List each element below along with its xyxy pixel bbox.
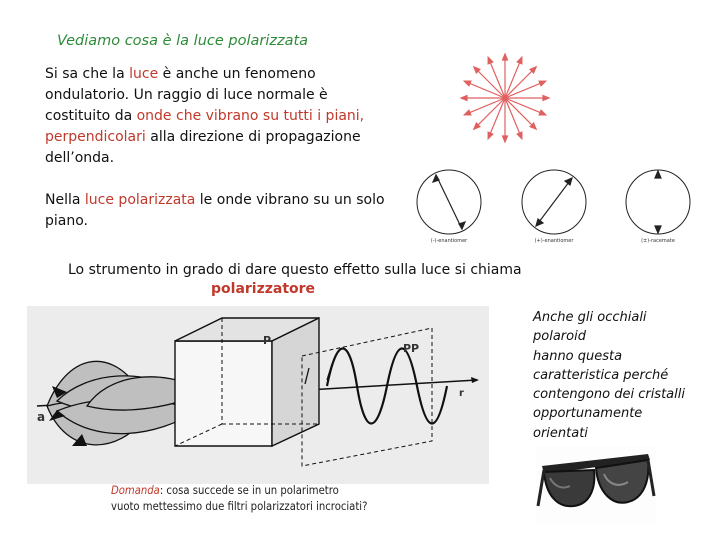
note-line-3: hanno questa [533,348,623,364]
paragraph-instrument: Lo strumento in grado di dare questo effetto sulla luce si chiama [68,262,522,278]
p1-luce: luce [129,66,159,82]
polarizzatore-term: polarizzatore [211,281,316,297]
caption-racemate: (±)-racemate [641,238,675,244]
ray-arrowhead [543,96,549,101]
note-line-4: caratteristica perché [533,367,669,383]
p2-luce-polarizzata: luce polarizzata [84,192,196,208]
circle-racemate [626,170,690,234]
p1-text-c: alla direzione di propagazione dell’onda. [45,129,361,166]
note-line-1: Anche gli occhiali [533,310,647,325]
unpolarized-light-star [455,48,555,148]
polaroid-note [533,308,713,443]
slide-title: Vediamo cosa è la luce polarizzata [57,33,309,49]
label-PP: PP [403,342,420,355]
p2-text-b: le onde vibrano su un solo piano. [45,192,385,229]
paragraph-normal-light [45,64,385,169]
label-P: P [263,334,272,347]
polarization-circles [414,163,694,258]
note-line-5: contengono dei cristalli [533,387,685,403]
label-a: a [37,410,46,424]
paragraph-polarized-light [45,190,385,232]
question-text-2: vuoto mettessimo due filtri polarizzatori incrociati? [111,500,368,513]
ray-arrowhead [461,96,467,101]
ray-arrowhead [464,110,470,115]
question-text-1: : cosa succede se in un polarimetro [159,484,339,497]
question-box [111,483,431,515]
ray-arrowhead [503,136,508,142]
ray-arrowhead [539,81,546,86]
ray-arrowhead [503,54,508,60]
ray-arrowhead [539,110,546,115]
caption-plus: (+)-enantiomer [534,238,574,244]
p1-onde: onde che vibrano su tutti i piani, perpendicolari [45,108,365,145]
ray-arrowhead [488,132,493,138]
polaroid-glasses-image [536,446,656,524]
p1-text-b: è anche un fenomeno ondulatorio. Un raggio di luce normale è costituito da [45,66,328,124]
ray-arrowhead [464,81,470,86]
p1-text-a: Si sa che la [45,66,130,82]
ray-arrowhead [517,57,522,63]
ray-arrowhead [488,57,493,63]
polarizer-diagram [27,306,489,484]
caption-minus: (-)-enantiomer [430,238,468,244]
ray-arrowhead [517,132,522,138]
question-label: Domanda [111,484,160,497]
note-line-2: polaroid [533,329,586,345]
p2-text-a: Nella [45,192,85,208]
label-r: r [459,388,464,399]
note-line-6: opportunamente [533,406,643,422]
note-line-7: orientati [533,425,588,441]
